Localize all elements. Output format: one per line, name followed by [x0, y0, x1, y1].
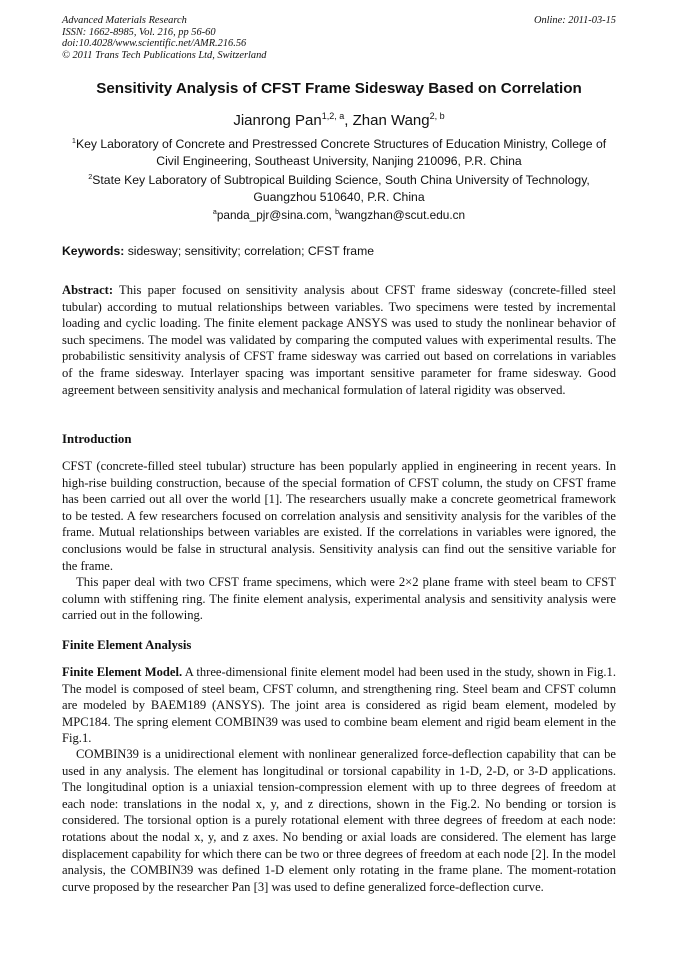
keywords-text: sidesway; sensitivity; correlation; CFST frame: [124, 244, 375, 258]
author-affil-mark: 1,2, a: [321, 111, 345, 121]
author-name: Zhan Wang: [352, 112, 430, 129]
journal-name: Advanced Materials Research: [62, 15, 187, 26]
introduction-paragraph: CFST (concrete-filled steel tubular) structure has been popularly applied in engineering in recent years. In high-rise building construction, because of the special formation of CFST column, the study on CFST frame has been carried out all over the world [1]. The researchers usually make a concrete geometrical framework to be tested. A few researchers focused on correlation analysis and sensitivity analysis for the varibles of the frame. Mutual relationships between variables are existed. If the correlations in variables were ignored, the conclusions would be false in structural analysis. Sensitivity analysis can find out the sensitive variable for the frame.: [62, 459, 616, 573]
author-affil-mark: 2, b: [429, 111, 445, 121]
email-mark: b: [335, 208, 339, 217]
affiliation: [62, 172, 616, 205]
doi-line: doi:10.4028/www.scientific.net/AMR.216.56: [62, 38, 247, 50]
author-name: Jianrong Pan: [233, 112, 322, 129]
subsection-lead: Finite Element Model.: [62, 665, 183, 679]
affiliation: [62, 136, 616, 169]
email-separator: ,: [328, 208, 336, 222]
section-heading-fea: Finite Element Analysis: [62, 638, 192, 652]
affiliation-text: State Key Laboratory of Subtropical Building Science, South China University of Technology, Guangzhou 510640, P.R. China: [92, 173, 590, 204]
keywords: [62, 244, 616, 258]
author-emails: [0, 208, 678, 222]
copyright-line: © 2011 Trans Tech Publications Ltd, Switzerland: [62, 49, 267, 61]
section-heading-introduction: Introduction: [62, 432, 132, 446]
affiliation-mark: 1: [71, 135, 76, 145]
abstract: [62, 282, 616, 398]
author-separator: ,: [344, 112, 353, 129]
fea-paragraph: COMBIN39 is a unidirectional element with nonlinear generalized force-deflection capability that can be used in any analysis. The element has longitudinal or torsional capability in 1-D, 2-D, or 3-D applications. The longitudinal option is a uniaxial tension-compression element with up to three degrees of freedom at each node: translations in the nodal x, y, and z directions, shown in the Fig.2. No bending or torsion is considered. The torsional option is a purely rotational element with three degrees of freedom at each node: rotations about the nodal x, y, and z axes. No bending or axial loads are considered. The element has large displacement capability for which there can be two or three degrees of freedom at each node [2]. In the model analysis, the COMBIN39 was defined 1-D element only rotating in the frame plane. The moment-rotation curve proposed by the researcher Pan [3] was used to define generalized force-deflection curve.: [62, 747, 616, 894]
online-date: Online: 2011-03-15: [533, 15, 616, 26]
email-address[interactable]: panda_pjr@sina.com: [216, 208, 329, 222]
fea-paragraph-text: A three-dimensional finite element model had been used in the study, shown in Fig.1. The model is composed of steel beam, CFST column, and strengthening ring. Steel beam and CFST column are modeled by BAEM189 (ANSYS). The joint area is considered as rigid beam element, modeled by MPC184. The spring element COMBIN39 was used to combine beam element and rigid beam element in the Fig.1.: [62, 665, 616, 746]
affiliation-mark: 2: [88, 171, 93, 181]
affiliation-text: Key Laboratory of Concrete and Prestressed Concrete Structures of Education Ministry, College of Civil Engineering, Southeast University, Nanjing 210096, P.R. China: [75, 137, 607, 168]
journal-header: [62, 15, 616, 61]
issn-line: ISSN: 1662-8985, Vol. 216, pp 56-60: [62, 26, 216, 38]
paper-title: Sensitivity Analysis of CFST Frame Sidesway Based on Correlation: [96, 80, 582, 97]
author-list: [0, 112, 678, 129]
email-address[interactable]: wangzhan@scut.edu.cn: [339, 208, 466, 222]
abstract-text: This paper focused on sensitivity analysis about CFST frame sidesway (concrete-filled steel tubular) according to mutual relationships between variables. Two specimens were tested by incremental loading and cyclic loading. The finite element package ANSYS was used to study the nonlinear behavior of such specimens. The model was validated by comparing the computed values with experimental results. The probabilistic sensitivity analysis of CFST frame sidesway was carried out based on correlations in variables of the frame sidesway. Interlayer spacing was important sensitive parameter for frame sidesway. Good agreement between sensitivity analysis and mechanical formulation of lateral rigidity was observed.: [62, 283, 616, 397]
keywords-label: Keywords:: [62, 244, 125, 258]
fea-paragraph: [62, 664, 616, 747]
email-mark: a: [212, 208, 217, 217]
introduction-paragraph: This paper deal with two CFST frame specimens, which were 2×2 plane frame with steel beam to CFST column with stiffening ring. The finite element analysis, experimental analysis and sensitivity analysis were carried out in the following.: [62, 575, 616, 623]
abstract-label: Abstract:: [62, 283, 114, 297]
